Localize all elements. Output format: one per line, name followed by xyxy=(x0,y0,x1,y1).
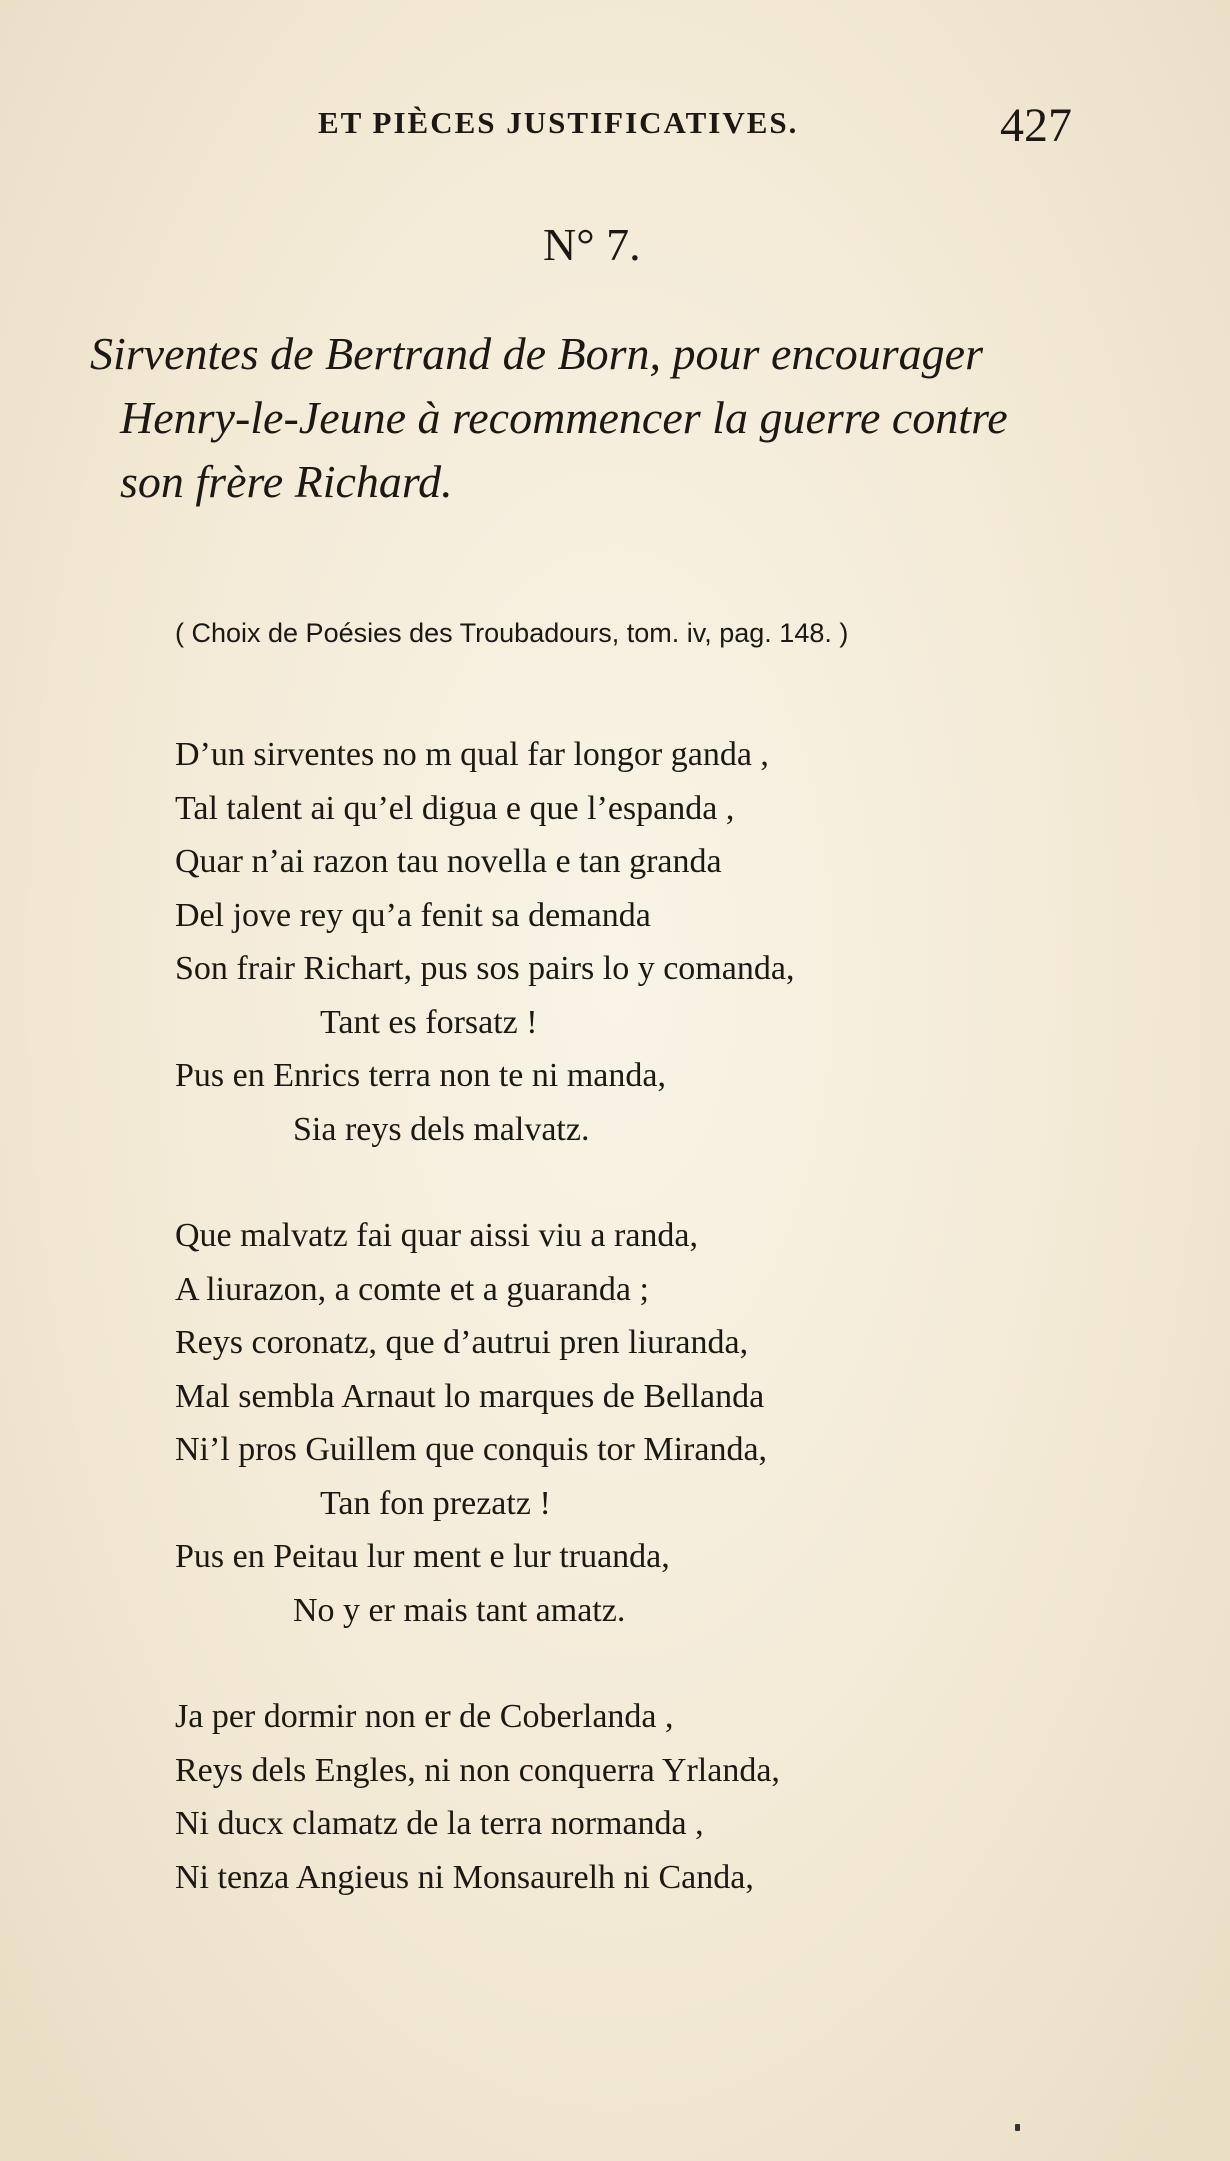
verse: Son frair Richart, pus sos pairs lo y comanda, xyxy=(175,950,795,987)
stanza xyxy=(175,728,1175,1156)
running-title: ET PIÈCES JUSTIFICATIVES. xyxy=(318,105,799,140)
verse: D’un sirventes no m qual far longor ganda , xyxy=(175,736,769,773)
verse: Tan fon prezatz ! xyxy=(320,1484,551,1522)
verse: Ni ducx clamatz de la terra normanda , xyxy=(175,1805,704,1842)
source-note: ( Choix de Poésies des Troubadours, tom. iv, pag. 148. ) xyxy=(175,618,849,648)
title-line: Sirventes de Bertrand de Born, pour encourager xyxy=(90,328,984,379)
verse: Reys dels Engles, ni non conquerra Yrlanda, xyxy=(175,1751,780,1789)
title-line: Henry-le-Jeune à recommencer la guerre contre xyxy=(120,392,1008,443)
verse: Ni’l pros Guillem que conquis tor Miranda, xyxy=(175,1431,768,1468)
verse: Tal talent ai qu’el digua e que l’espanda , xyxy=(175,789,735,827)
verse: Pus en Enrics terra non te ni manda, xyxy=(175,1057,666,1094)
ink-speck xyxy=(1015,2124,1020,2131)
stanza xyxy=(175,1690,1175,1904)
verse: No y er mais tant amatz. xyxy=(293,1591,626,1629)
stanza xyxy=(175,1209,1175,1637)
verse: Ni tenza Angieus ni Monsaurelh ni Canda, xyxy=(175,1858,754,1896)
verse: Mal sembla Arnaut lo marques de Bellanda xyxy=(175,1377,765,1415)
poem xyxy=(175,728,1175,1957)
verse: Que malvatz fai quar aissi viu a randa, xyxy=(175,1217,699,1254)
piece-title xyxy=(90,322,1150,514)
verse: A liurazon, a comte et a guaranda ; xyxy=(175,1270,649,1308)
verse: Tant es forsatz ! xyxy=(320,1003,538,1041)
piece-number: N° 7. xyxy=(543,219,641,270)
verse: Pus en Peitau lur ment e lur truanda, xyxy=(175,1538,670,1575)
page-number: 427 xyxy=(1000,99,1072,152)
verse: Reys coronatz, que d’autrui pren liuranda, xyxy=(175,1324,749,1361)
verse: Quar n’ai razon tau novella e tan granda xyxy=(175,843,722,880)
verse: Ja per dormir non er de Coberlanda , xyxy=(175,1698,674,1735)
title-line: son frère Richard. xyxy=(120,456,453,507)
verse: Sia reys dels malvatz. xyxy=(293,1110,590,1148)
verse: Del jove rey qu’a fenit sa demanda xyxy=(175,896,651,934)
